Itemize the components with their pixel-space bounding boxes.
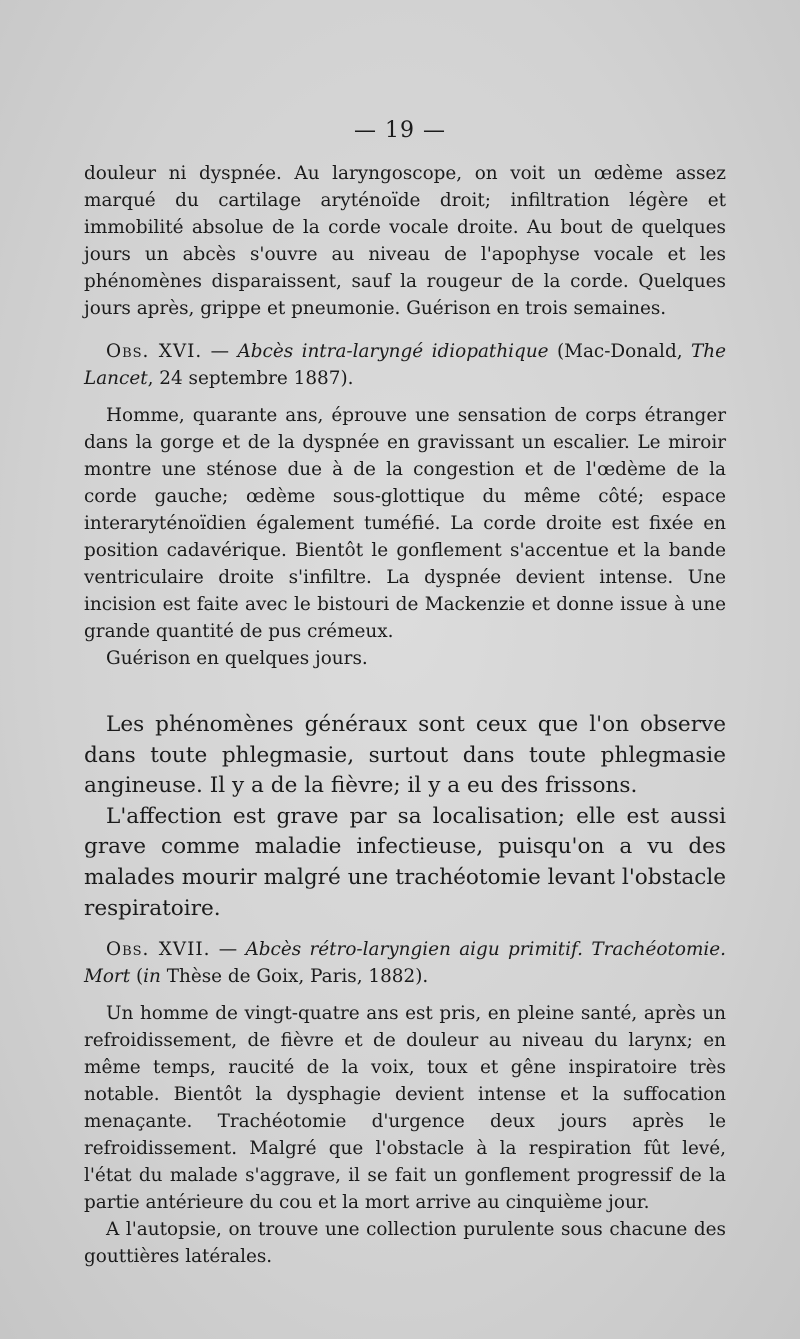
observation-xvi-heading xyxy=(84,338,726,392)
obs-title: Abcès intra-laryngé idiopathique xyxy=(237,341,549,362)
page-number: — 19 — xyxy=(354,118,446,143)
large-text-block xyxy=(84,710,726,924)
obs-label: Obs. XVII. xyxy=(106,939,211,961)
paragraph-continuation: douleur ni dyspnée. Au laryngoscope, on voit un œdème assez marqué du cartilage aryténoïde droit; infiltration légère et immobilité absolue de la corde vocale droite. Au bout de quelques jours un abcès s'ouvre au niveau de l'apophyse vocale et les phénomènes disparaissent, sauf la rougeur de la corde. Quelques jours après, grippe et pneumonie. Guérison en trois semaines. xyxy=(84,163,726,319)
observation-xvi-body: Homme, quarante ans, éprouve une sensation de corps étranger dans la gorge et de la dyspnée en gravissant un escalier. Le miroir montre une sténose due à de la congestion et de l'œdème de la corde gauche; œdème sous-glottique du même côté; espace interaryténoïdien également tuméfié. La corde droite est fixée en position cadavérique. Bientôt le gonflement s'accentue et la bande ventriculaire droite s'infiltre. La dyspnée devient intense. Une incision est faite avec le bistouri de Mackenzie et donne issue à une grande quantité de pus crémeux. xyxy=(84,405,726,642)
obs-dash: — xyxy=(210,939,246,961)
small-text-block-2 xyxy=(84,936,726,1270)
obs-label: Obs. XVI. xyxy=(106,341,203,362)
obs-title: Abcès rétro-laryngien aigu primitif. Trachéotomie. Mort xyxy=(84,939,726,988)
obs-source-rest: Thèse de Goix, Paris, 1882). xyxy=(160,966,429,988)
obs-in-word: in xyxy=(143,966,161,988)
paragraph-gravity: L'affection est grave par sa localisation; elle est aussi grave comme maladie infectieuse, puisqu'on a vu des malades mourir malgré une trachéotomie levant l'obstacle respiratoire. xyxy=(84,803,726,921)
obs-source-close: , 24 septembre 1887). xyxy=(147,368,354,389)
obs-source-open: (Mac-Donald, xyxy=(548,341,691,362)
obs-dash: — xyxy=(202,341,238,362)
obs-source-open: ( xyxy=(130,966,144,988)
obs-journal: The Lancet xyxy=(84,341,726,389)
page-body xyxy=(84,160,726,1270)
observation-xvi-outcome: Guérison en quelques jours. xyxy=(106,648,368,669)
small-text-block-1 xyxy=(84,160,726,672)
paragraph-general-phenomena: Les phénomènes généraux sont ceux que l'on observe dans toute phlegmasie, surtout dans toute phlegmasie angineuse. Il y a de la fièvre; il y a eu des frissons. xyxy=(84,712,726,799)
observation-xvii-autopsy: A l'autopsie, on trouve une collection purulente sous chacune des gouttières latérales. xyxy=(84,1219,726,1268)
observation-xvii-body: Un homme de vingt-quatre ans est pris, en pleine santé, après un refroidissement, de fièvre et de douleur au niveau du larynx; en même temps, raucité de la voix, toux et gêne inspiratoire très notable. Bientôt la dysphagie devient intense et la suffocation menaçante. Trachéotomie d'urgence deux jours après le refroidissement. Malgré que l'obstacle à la respiration fût levé, l'état du malade s'aggrave, il se fait un gonflement progressif de la partie antérieure du cou et la mort arrive au cinquième jour. xyxy=(84,1003,726,1214)
observation-xvii-heading xyxy=(84,936,726,990)
